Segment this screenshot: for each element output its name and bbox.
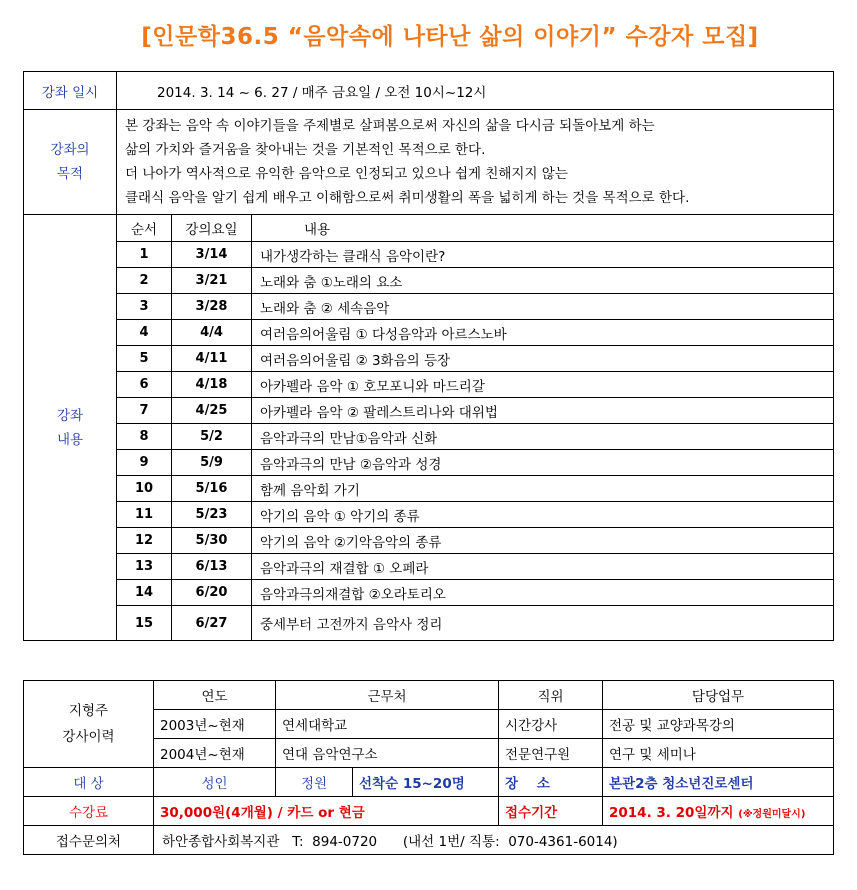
lecture-number: 8 xyxy=(117,424,172,450)
lecture-row xyxy=(24,294,834,320)
period-value: 2014. 3. 20일까지 (※정원미달시) xyxy=(603,797,834,826)
lecture-date: 5/16 xyxy=(172,476,252,502)
lecture-row xyxy=(24,242,834,268)
lecture-row xyxy=(24,554,834,580)
place-value: 본관2층 청소년진로센터 xyxy=(603,768,834,797)
lecture-topic: 음악과극의 재결합 ① 오페라 xyxy=(252,554,834,580)
lecture-topic: 악기의 음악 ① 악기의 종류 xyxy=(252,502,834,528)
instructor-position: 시간강사 xyxy=(499,710,603,739)
instructor-label: 지형주 강사이력 xyxy=(24,681,154,768)
instructor-workplace: 연대 음악연구소 xyxy=(276,739,499,768)
info-table xyxy=(23,680,834,855)
lecture-date: 3/21 xyxy=(172,268,252,294)
purpose-line: 본 강좌는 음악 속 이야기들을 주제별로 살펴봄으로써 자신의 삶을 다시금 되돌아보게 하는 xyxy=(125,118,655,134)
purpose-row xyxy=(24,110,834,215)
lecture-date: 5/2 xyxy=(172,424,252,450)
instructor-year: 2004년~현재 xyxy=(154,739,276,768)
lecture-number: 9 xyxy=(117,450,172,476)
instructor-duty: 전공 및 교양과목강의 xyxy=(603,710,834,739)
lecture-number: 11 xyxy=(117,502,172,528)
purpose-line: 더 나아가 역사적으로 유익한 음악으로 인정되고 있으나 쉽게 친해지지 않는 xyxy=(125,166,568,182)
lecture-number: 5 xyxy=(117,346,172,372)
lecture-number: 6 xyxy=(117,372,172,398)
lecture-topic: 내가생각하는 클래식 음악이란? xyxy=(252,242,834,268)
lecture-topic: 노래와 춤 ①노래의 요소 xyxy=(252,268,834,294)
purpose-text xyxy=(117,110,834,215)
lecture-topic: 음악과극의재결합 ②오라토리오 xyxy=(252,580,834,606)
period-note: (※정원미달시) xyxy=(738,809,806,820)
topic-header: 내용 xyxy=(252,215,834,242)
lecture-date: 3/28 xyxy=(172,294,252,320)
target-row xyxy=(24,768,834,797)
lecture-topic: 노래와 춤 ② 세속음악 xyxy=(252,294,834,320)
purpose-line: 클래식 음악을 알기 쉽게 배우고 이해함으로써 취미생활의 폭을 넓히게 하는 것을 목적으로 한다. xyxy=(125,190,690,206)
content-header-row xyxy=(24,215,834,242)
lecture-date: 5/23 xyxy=(172,502,252,528)
contact-label: 접수문의처 xyxy=(24,826,154,855)
lecture-topic: 여러음의어울림 ① 다성음악과 아르스노바 xyxy=(252,320,834,346)
lecture-number: 15 xyxy=(117,606,172,641)
instructor-duty: 연구 및 세미나 xyxy=(603,739,834,768)
capacity-value: 선착순 15~20명 xyxy=(353,768,499,797)
lecture-row xyxy=(24,502,834,528)
lecture-topic: 여러음의어울림 ② 3화음의 등장 xyxy=(252,346,834,372)
lecture-row xyxy=(24,372,834,398)
purpose-line: 삶의 가치와 즐거움을 찾아내는 것을 기본적인 목적으로 한다. xyxy=(125,142,486,158)
schedule-label: 강좌 일시 xyxy=(24,72,117,110)
contact-value: 하안종합사회복지관 T: 894-0720 (내선 1번/ 직통: 070-4361-6014) xyxy=(154,826,834,855)
lecture-row xyxy=(24,398,834,424)
lecture-topic: 함께 음악회 가기 xyxy=(252,476,834,502)
lecture-date: 3/14 xyxy=(172,242,252,268)
year-header: 연도 xyxy=(154,681,276,710)
place-label: 장 소 xyxy=(499,768,603,797)
lecture-number: 7 xyxy=(117,398,172,424)
purpose-label: 강좌의 목적 xyxy=(24,110,117,215)
fee-row xyxy=(24,797,834,826)
lecture-topic: 아카펠라 음악 ① 호모포니와 마드리갈 xyxy=(252,372,834,398)
lecture-date: 4/11 xyxy=(172,346,252,372)
lecture-number: 10 xyxy=(117,476,172,502)
instructor-position: 전문연구원 xyxy=(499,739,603,768)
instructor-header-row xyxy=(24,681,834,710)
lecture-row xyxy=(24,476,834,502)
lecture-date: 4/25 xyxy=(172,398,252,424)
lecture-row xyxy=(24,528,834,554)
lecture-number: 4 xyxy=(117,320,172,346)
date-header: 강의요일 xyxy=(172,215,252,242)
lecture-topic: 악기의 음악 ②기악음악의 종류 xyxy=(252,528,834,554)
contact-row xyxy=(24,826,834,855)
lecture-date: 6/13 xyxy=(172,554,252,580)
lecture-date: 4/4 xyxy=(172,320,252,346)
lecture-number: 12 xyxy=(117,528,172,554)
order-header: 순서 xyxy=(117,215,172,242)
lecture-number: 13 xyxy=(117,554,172,580)
lecture-row xyxy=(24,320,834,346)
lecture-topic: 아카펠라 음악 ② 팔레스트리나와 대위법 xyxy=(252,398,834,424)
duty-header: 담당업무 xyxy=(603,681,834,710)
lecture-row xyxy=(24,450,834,476)
lecture-date: 5/9 xyxy=(172,450,252,476)
lecture-date: 6/20 xyxy=(172,580,252,606)
capacity-label: 정원 xyxy=(276,768,353,797)
period-label: 접수기간 xyxy=(499,797,603,826)
lecture-row xyxy=(24,424,834,450)
schedule-value: 2014. 3. 14 ~ 6. 27 / 매주 금요일 / 오전 10시~12시 xyxy=(117,72,834,110)
schedule-row xyxy=(24,72,834,110)
target-label: 대 상 xyxy=(24,768,154,797)
lecture-number: 3 xyxy=(117,294,172,320)
lecture-date: 5/30 xyxy=(172,528,252,554)
instructor-workplace: 연세대학교 xyxy=(276,710,499,739)
lecture-topic: 음악과극의 만남①음악과 신화 xyxy=(252,424,834,450)
lecture-row xyxy=(24,580,834,606)
lecture-topic: 음악과극의 만남 ②음악과 성경 xyxy=(252,450,834,476)
page-title: [인문학36.5 “음악속에 나타난 삶의 이야기” 수강자 모집] xyxy=(141,24,759,50)
instructor-year: 2003년~현재 xyxy=(154,710,276,739)
target-value: 성인 xyxy=(154,768,276,797)
lecture-number: 14 xyxy=(117,580,172,606)
lecture-number: 2 xyxy=(117,268,172,294)
position-header: 직위 xyxy=(499,681,603,710)
fee-label: 수강료 xyxy=(24,797,154,826)
course-table xyxy=(23,71,834,641)
lecture-number: 1 xyxy=(117,242,172,268)
lecture-row xyxy=(24,606,834,641)
lecture-row xyxy=(24,346,834,372)
lecture-row xyxy=(24,268,834,294)
lecture-date: 6/27 xyxy=(172,606,252,641)
lecture-topic: 중세부터 고전까지 음악사 정리 xyxy=(252,606,834,641)
fee-value: 30,000원(4개월) / 카드 or 현금 xyxy=(154,797,499,826)
workplace-header: 근무처 xyxy=(276,681,499,710)
lecture-date: 4/18 xyxy=(172,372,252,398)
content-label: 강좌 내용 xyxy=(24,215,117,641)
